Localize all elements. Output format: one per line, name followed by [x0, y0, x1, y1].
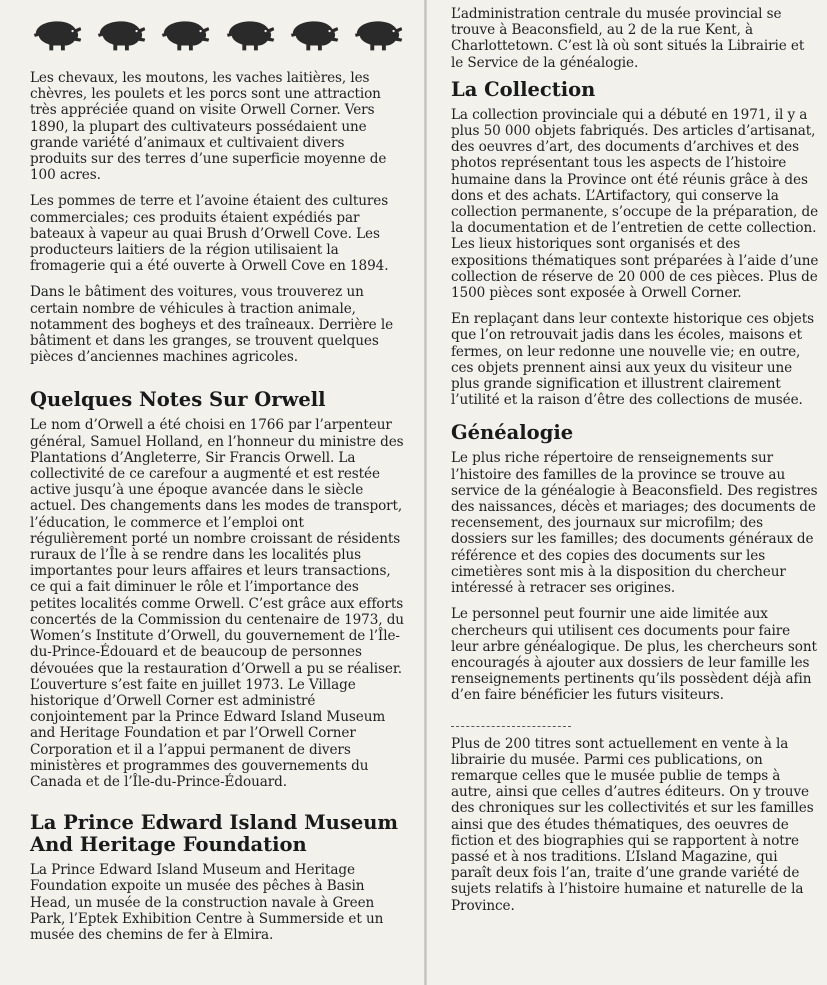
pig-icon [223, 12, 277, 52]
pig-icon [287, 12, 341, 52]
section-divider [451, 726, 571, 728]
heading-notes-orwell: Quelques Notes Sur Orwell [30, 388, 326, 412]
paragraph-context: En replaçant dans leur contexte historique ces objets que l’on retrouvait jadis dans les écoles, maisons et fermes, on leur redonne une nouvelle vie; en outre, ces objets prennent ainsi aux yeux du visiteur une plus grande signification et illustrent clairement l’utilité et la raison d’être des collections de musée. [451, 311, 814, 409]
paragraph-bookstore: Plus de 200 titres sont actuellement en vente à la librairie du musée. Parmi ces publications, on remarque celles que le musée publie de temps à autre, ainsi que celles d’autres éditeurs. On y trouve des chroniques sur les collectivités et sur les familles ainsi que des études thématiques, des oeuvres de fiction et des biographies qui se rapportent à notre passé et à nos traditions. L’Island Magazine, qui paraît deux fois l’an, traite d’une grande variété de sujets relatifs à l’histoire humaine et naturelle de la Province. [451, 735, 814, 914]
heading-collection: La Collection [451, 77, 596, 101]
paragraph-collection: La collection provinciale qui a débuté en 1971, il y a plus 50 000 objets fabriqués. Des articles d’artisanat, des oeuvres d’art, des documents d’archives et des photos représentant tous les aspects de l’histoire humaine dans la Province ont été réunis grâce à des dons et des achats. L’Artifactory, qui conserve la collection permanente, s’occupe de la préparation, de la documentation et de l’entretien de cette collection. Les lieux historiques sont organisés et des expositions thématiques sont préparées à l’aide d’une collection de réserve de 20 000 de ces pièces. Plus de 1500 pièces sont exposée à Orwell Corner. [451, 106, 819, 302]
pig-icon [158, 12, 212, 52]
pig-icon [30, 12, 84, 52]
paragraph-administration: L’administration centrale du musée provincial se trouve à Beaconsfield, au 2 de la rue Kent, à Charlottetown. C’est là où sont situés la Librairie et le Service de la généalogie. [451, 6, 805, 71]
paragraph-foundation-museums: La Prince Edward Island Museum and Heritage Foundation expoite un musée des pêches à Basin Head, un musée de la construction navale à Green Park, l’Eptek Exhibition Centre à Summerside et un musée des chemins de fer à Elmira. [30, 862, 384, 943]
paragraph-animals: Les chevaux, les moutons, les vaches laitières, les chèvres, les poulets et les porcs sont une attraction très appréciée quand on visite Orwell Corner. Vers 1890, la plupart des cultivateurs possédaient une grande variété d’animaux et cultivaient divers produits sur des terres d’une superficie moyenne de 100 acres. [30, 70, 387, 184]
left-column [0, 0, 425, 953]
heading-genealogy: Généalogie [451, 421, 574, 445]
paragraph-crops: Les pommes de terre et l’avoine étaient des cultures commerciales; ces produits étaient expédiés par bateaux à vapeur au quai Brush d’Orwell Cove. Les producteurs laitiers de la région utilisaient la fromagerie qui a été ouverte à Orwell Cove en 1894. [30, 193, 389, 275]
paragraph-genealogy-resources: Le plus riche répertoire de renseignements sur l’histoire des familles de la province se trouve au service de la généalogie à Beaconsfield. Des registres des naissances, décès et mariages; des documents de recensement, des journaux sur microfilm; des dossiers sur les familles; des documents généraux de référence et des copies des documents sur les cimetières sont mis à la disposition du chercheur intéressé à retracer ses origines. [451, 450, 818, 597]
heading-museum-foundation: La Prince Edward Island Museum And Heritage Foundation [30, 811, 399, 857]
right-column [427, 0, 827, 924]
paragraph-orwell-history: Le nom d’Orwell a été choisi en 1766 par l’arpenteur général, Samuel Holland, en l’honneur du ministre des Plantations d’Angleterre, Sir Francis Orwell. La collectivité de ce carefour a augmenté et est restée active jusqu’à une époque avancée dans le siècle actuel. Des changements dans les modes de transport, l’éducation, le commerce et l’emploi ont régulièrement porté un nombre croissant de résidents ruraux de l’Île à se rendre dans les localités plus importantes pour leurs affaires et leurs transactions, ce qui a fait diminuer le rôle et l’importance des petites localités comme Orwell. C’est grâce aux efforts concertés de la Commission du centenaire de 1973, du Women’s Institute d’Orwell, du gouvernement de l’Île-du-Prince-Édouard et de beaucoup de personnes dévouées que la restauration d’Orwell a pu se réaliser. L’ouverture s’est faite en juillet 1973. Le Village historique d’Orwell Corner est administré conjointement par la Prince Edward Island Museum and Heritage Foundation et par l’Orwell Corner Corporation et il a l’appui permanent de divers ministères et programmes des gouvernements du Canada et de l’Île-du-Prince-Édouard. [30, 417, 404, 790]
pig-banner [30, 12, 405, 52]
pig-icon [351, 12, 405, 52]
paragraph-genealogy-staff: Le personnel peut fournir une aide limitée aux chercheurs qui utilisent ces documents pour faire leur arbre généalogique. De plus, les chercheurs sont encouragés à ajouter aux dossiers de leur famille les renseignements pertinents qu’ils possèdent déjà afin d’en faire bénéficier les futurs visiteurs. [451, 606, 817, 704]
paragraph-carriages: Dans le bâtiment des voitures, vous trouverez un certain nombre de véhicules à traction animale, notamment des bogheys et des traîneaux. Derrière le bâtiment et dans les granges, se trouvent quelques pièces d’anciennes machines agricoles. [30, 284, 394, 366]
pig-icon [94, 12, 148, 52]
